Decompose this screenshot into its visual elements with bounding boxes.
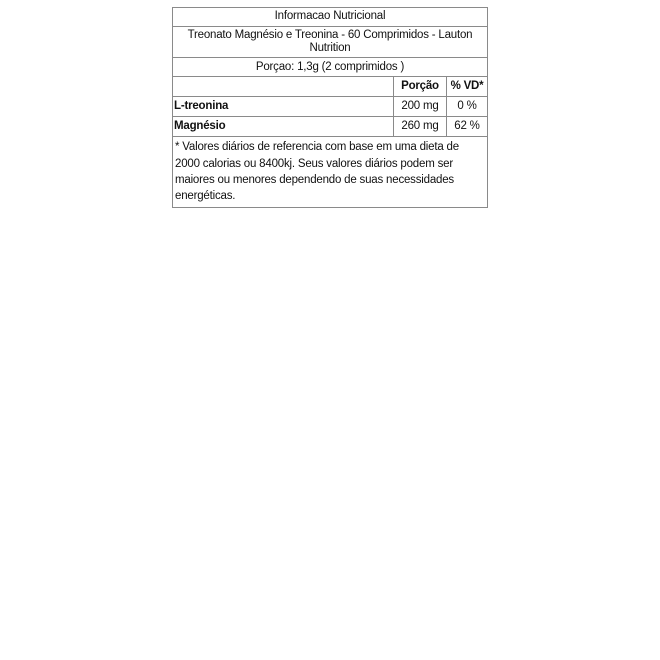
column-header-row: [173, 77, 488, 97]
nutrient-portion: 200 mg: [394, 97, 447, 117]
table-title-row: [173, 8, 488, 27]
table-row: [173, 97, 488, 117]
nutrient-vd: 0 %: [447, 97, 488, 117]
footnote: * Valores diários de referencia com base em uma dieta de 2000 calorias ou 8400kj. Seus valores diários podem ser maiores ou menores dependendo de suas necessidades energéticas.: [173, 137, 488, 207]
table-row: [173, 117, 488, 137]
product-name-row: [173, 27, 488, 58]
nutrient-name: L-treonina: [173, 97, 394, 117]
header-vd: % VD*: [447, 77, 488, 97]
header-portion: Porção: [394, 77, 447, 97]
serving-size-row: [173, 58, 488, 77]
serving-size: Porçao: 1,3g (2 comprimidos ): [173, 58, 488, 77]
nutrient-portion: 260 mg: [394, 117, 447, 137]
nutrient-name: Magnésio: [173, 117, 394, 137]
nutrient-vd: 62 %: [447, 117, 488, 137]
nutrition-facts-table: [172, 7, 488, 208]
footnote-row: [173, 137, 488, 207]
header-nutrient-blank: [173, 77, 394, 97]
product-name: Treonato Magnésio e Treonina - 60 Comprimidos - Lauton Nutrition: [173, 27, 488, 58]
table-title: Informacao Nutricional: [173, 8, 488, 27]
